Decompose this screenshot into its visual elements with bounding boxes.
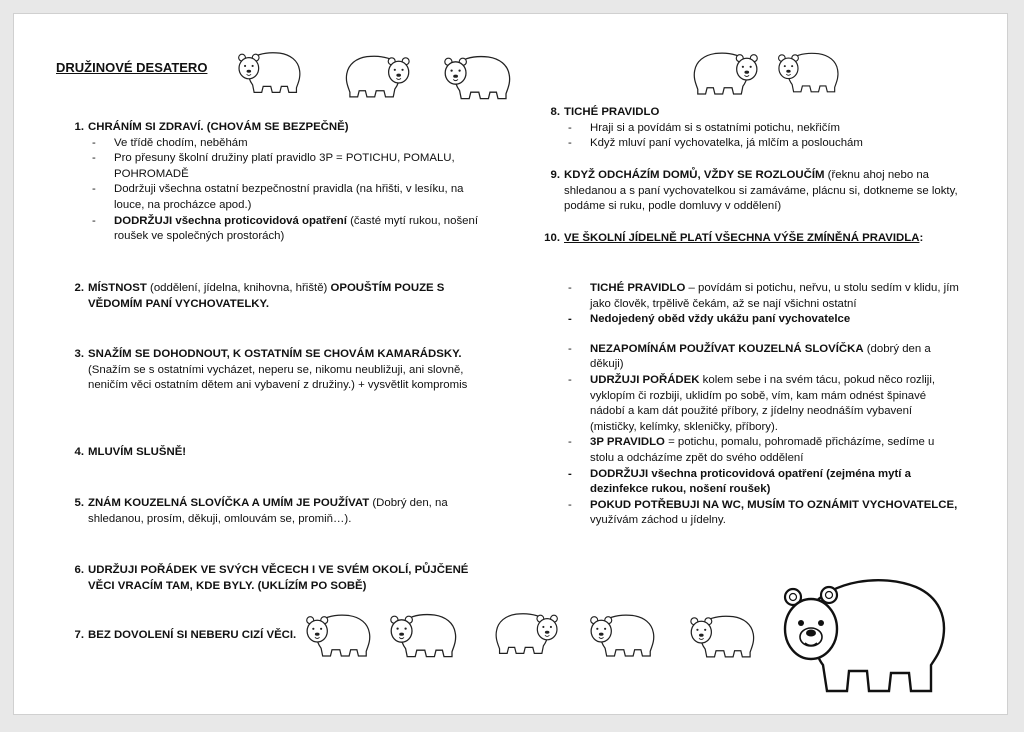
bold-text: TICHÉ PRAVIDLO bbox=[590, 282, 686, 294]
bold-text: UDRŽUJI POŘÁDEK bbox=[590, 373, 700, 386]
bold-text: DODRŽUJI všechna proticovidová opatření bbox=[114, 214, 347, 227]
rule-10: 10. VE ŠKOLNÍ JÍDELNĚ PLATÍ VŠECHNA VÝŠE ZMÍNĚNÁ PRAVIDLA: bbox=[540, 231, 960, 247]
rule-3 bbox=[64, 347, 494, 394]
text: (Dobrý den, na shledanou, prosím, děkuji, omlouvám se, promiň…). bbox=[88, 497, 448, 525]
list-item bbox=[88, 214, 494, 245]
rule-number: 8. bbox=[550, 106, 560, 118]
bold-text: POKUD POTŘEBUJI NA WC, MUSÍM TO OZNÁMIT VYCHOVATELCE, bbox=[590, 498, 958, 511]
rule-4 bbox=[64, 445, 464, 461]
text: (řeknu ahoj nebo na shledanou a s paní vychovatelkou si zamáváme, plácnu si, dotkneme se lokty, podáme si ruku, podle domluvy v oddělení) bbox=[564, 169, 958, 213]
bold-text: NEZAPOMÍNÁM POUŽÍVAT KOUZELNÁ SLOVÍČKA bbox=[590, 342, 864, 355]
list-item bbox=[564, 373, 960, 435]
rule-6 bbox=[64, 563, 494, 594]
text: využívám záchod u jídelny. bbox=[590, 514, 726, 527]
bear-icon bbox=[388, 610, 460, 660]
bear-icon bbox=[236, 48, 304, 96]
text: = potichu, pomalu, pohromadě přicházíme, sedíme u stolu a odcházíme zpět do svého oddělení bbox=[590, 436, 935, 464]
rule-5 bbox=[64, 496, 464, 527]
bold-text: 3P PRAVIDLO bbox=[590, 436, 665, 449]
bear-icon bbox=[776, 48, 842, 96]
text: (časté mytí rukou, nošení roušek ve společných prostorách) bbox=[114, 214, 478, 243]
rule-heading: UDRŽUJI POŘÁDEK VE SVÝCH VĚCECH I VE SVÉM OKOLÍ, PŮJČENÉ VĚCI VRACÍM TAM, KDE BYLY. (UKLÍZÍM PO SOBĚ) bbox=[88, 564, 469, 592]
bold-text: MÍSTNOST bbox=[88, 282, 147, 294]
bear-icon bbox=[492, 608, 560, 658]
list-item: - Hraji si a povídám si s ostatními potichu, nekřičím bbox=[564, 121, 960, 137]
rule-number: 10. bbox=[544, 232, 560, 244]
list-item bbox=[564, 435, 960, 466]
canteen-rules bbox=[540, 281, 960, 529]
list-item bbox=[564, 498, 960, 529]
rule-9 bbox=[540, 168, 960, 215]
bear-icon bbox=[690, 48, 760, 98]
list-item: - Dodržuji všechna ostatní bezpečnostní pravidla (na hřišti, v lesíku, na louce, na procházce apod.) bbox=[88, 182, 494, 213]
rule-number: 1. bbox=[74, 121, 84, 133]
list-item bbox=[564, 342, 960, 373]
text: kolem sebe i na svém tácu, pokud něco rozliji, vyklopím či rozbiji, uklidím po sobě, vím, kam mám odnést špinavé nádobí a kam dát použité příbory, z jídelny neodnáším vybavení (mističky, kelímky, skleničky, příbory). bbox=[590, 373, 936, 433]
rule-7 bbox=[64, 628, 324, 644]
page-title: DRUŽINOVÉ DESATERO bbox=[56, 60, 208, 75]
bear-icon bbox=[588, 610, 658, 660]
list-item bbox=[564, 281, 960, 312]
list-item: - Nedojedený oběd vždy ukážu paní vychovatelce bbox=[564, 312, 960, 328]
bear-icon bbox=[442, 52, 514, 102]
bear-icon bbox=[304, 610, 374, 660]
rule-8 bbox=[540, 105, 960, 152]
rule-heading: TICHÉ PRAVIDLO bbox=[564, 106, 660, 118]
bear-icon bbox=[688, 612, 758, 660]
list-item: - DODRŽUJI všechna proticovidová opatření (zejména mytí a dezinfekce rukou, nošení roušek) bbox=[564, 467, 960, 498]
rule-number: 9. bbox=[550, 169, 560, 181]
rule-number: 6. bbox=[74, 564, 84, 576]
text: – povídám si potichu, neřvu, u stolu sedím v klidu, jím jako člověk, trpělivě čekám, až se nají všichni ostatní bbox=[590, 282, 959, 310]
rule-number: 3. bbox=[74, 348, 84, 360]
rule-number: 5. bbox=[74, 497, 84, 509]
list-item: - Pro přesuny školní družiny platí pravidlo 3P = POTICHU, POMALU, POHROMADĚ bbox=[88, 151, 494, 182]
bold-text: ZNÁM KOUZELNÁ SLOVÍČKA A UMÍM JE POUŽÍVAT bbox=[88, 497, 370, 509]
rule-heading: SNAŽÍM SE DOHODNOUT, K OSTATNÍM SE CHOVÁM KAMARÁDSKY. bbox=[88, 348, 462, 360]
rule-heading: MLUVÍM SLUŠNĚ! bbox=[88, 446, 187, 458]
rule-2 bbox=[64, 281, 464, 312]
rule-text: (Snažím se s ostatními vycházet, neperu se, nikomu neubližuji, ani slovně, neničím věci ostatním dětem ani vybavení z družiny.) + vysvětlit kompromis bbox=[88, 363, 468, 392]
rule-heading: VE ŠKOLNÍ JÍDELNĚ PLATÍ VŠECHNA VÝŠE ZMÍNĚNÁ PRAVIDLA bbox=[564, 232, 920, 244]
bold-text: KDYŽ ODCHÁZÍM DOMŮ, VŽDY SE ROZLOUČÍM bbox=[564, 169, 825, 181]
text: (oddělení, jídelna, knihovna, hřiště) bbox=[146, 282, 331, 294]
rule-heading: BEZ DOVOLENÍ SI NEBERU CIZÍ VĚCI. bbox=[88, 629, 297, 641]
rule-number: 2. bbox=[74, 282, 84, 294]
rule-number: 4. bbox=[74, 446, 84, 458]
rule-heading: CHRÁNÍM SI ZDRAVÍ. (CHOVÁM SE BEZPEČNĚ) bbox=[88, 121, 349, 133]
rule-number: 7. bbox=[74, 629, 84, 641]
document-page bbox=[13, 13, 1008, 715]
list-item: - Ve třídě chodím, neběhám bbox=[88, 136, 494, 152]
text: (dobrý den a děkuji) bbox=[590, 342, 931, 371]
rule-1 bbox=[64, 120, 494, 245]
list-item: - Když mluví paní vychovatelka, já mlčím a poslouchám bbox=[564, 136, 960, 152]
large-bear-icon bbox=[771, 567, 951, 697]
bold-text: OPOUŠTÍM POUZE S VĚDOMÍM PANÍ VYCHOVATELKY. bbox=[88, 282, 445, 310]
bear-icon bbox=[342, 52, 412, 100]
